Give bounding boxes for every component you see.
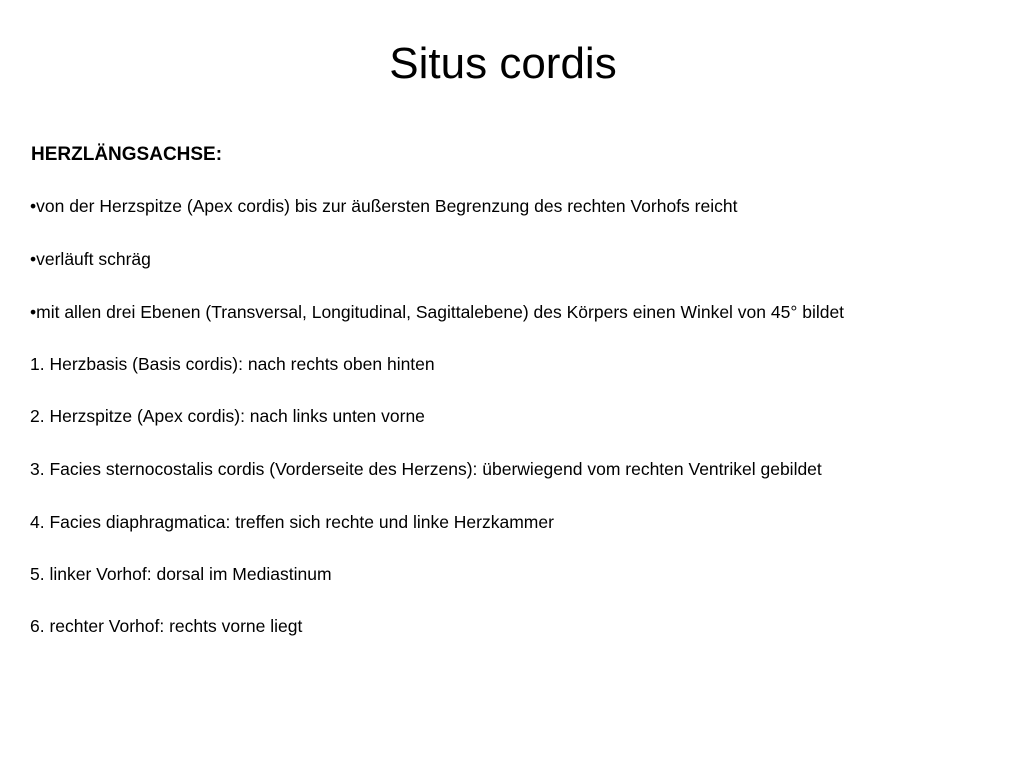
bullet-item-oblique: •verläuft schräg <box>30 249 151 269</box>
numbered-item-2: 2. Herzspitze (Apex cordis): nach links unten vorne <box>30 406 425 426</box>
numbered-item-4: 4. Facies diaphragmatica: treffen sich rechte und linke Herzkammer <box>30 512 554 532</box>
bullet-item-apex: •von der Herzspitze (Apex cordis) bis zur äußersten Begrenzung des rechten Vorhofs reicht <box>30 196 738 216</box>
numbered-item-6: 6. rechter Vorhof: rechts vorne liegt <box>30 616 303 636</box>
slide-title: Situs cordis <box>389 39 617 88</box>
bullet-item-planes: •mit allen drei Ebenen (Transversal, Longitudinal, Sagittalebene) des Körpers einen Winkel von 45° bildet <box>30 302 845 322</box>
section-heading: HERZLÄNGSACHSE: <box>31 144 223 165</box>
numbered-item-5: 5. linker Vorhof: dorsal im Mediastinum <box>30 564 332 584</box>
numbered-item-3: 3. Facies sternocostalis cordis (Vorderseite des Herzens): überwiegend vom rechten Ventrikel gebildet <box>30 459 822 479</box>
numbered-item-1: 1. Herzbasis (Basis cordis): nach rechts oben hinten <box>30 354 435 374</box>
